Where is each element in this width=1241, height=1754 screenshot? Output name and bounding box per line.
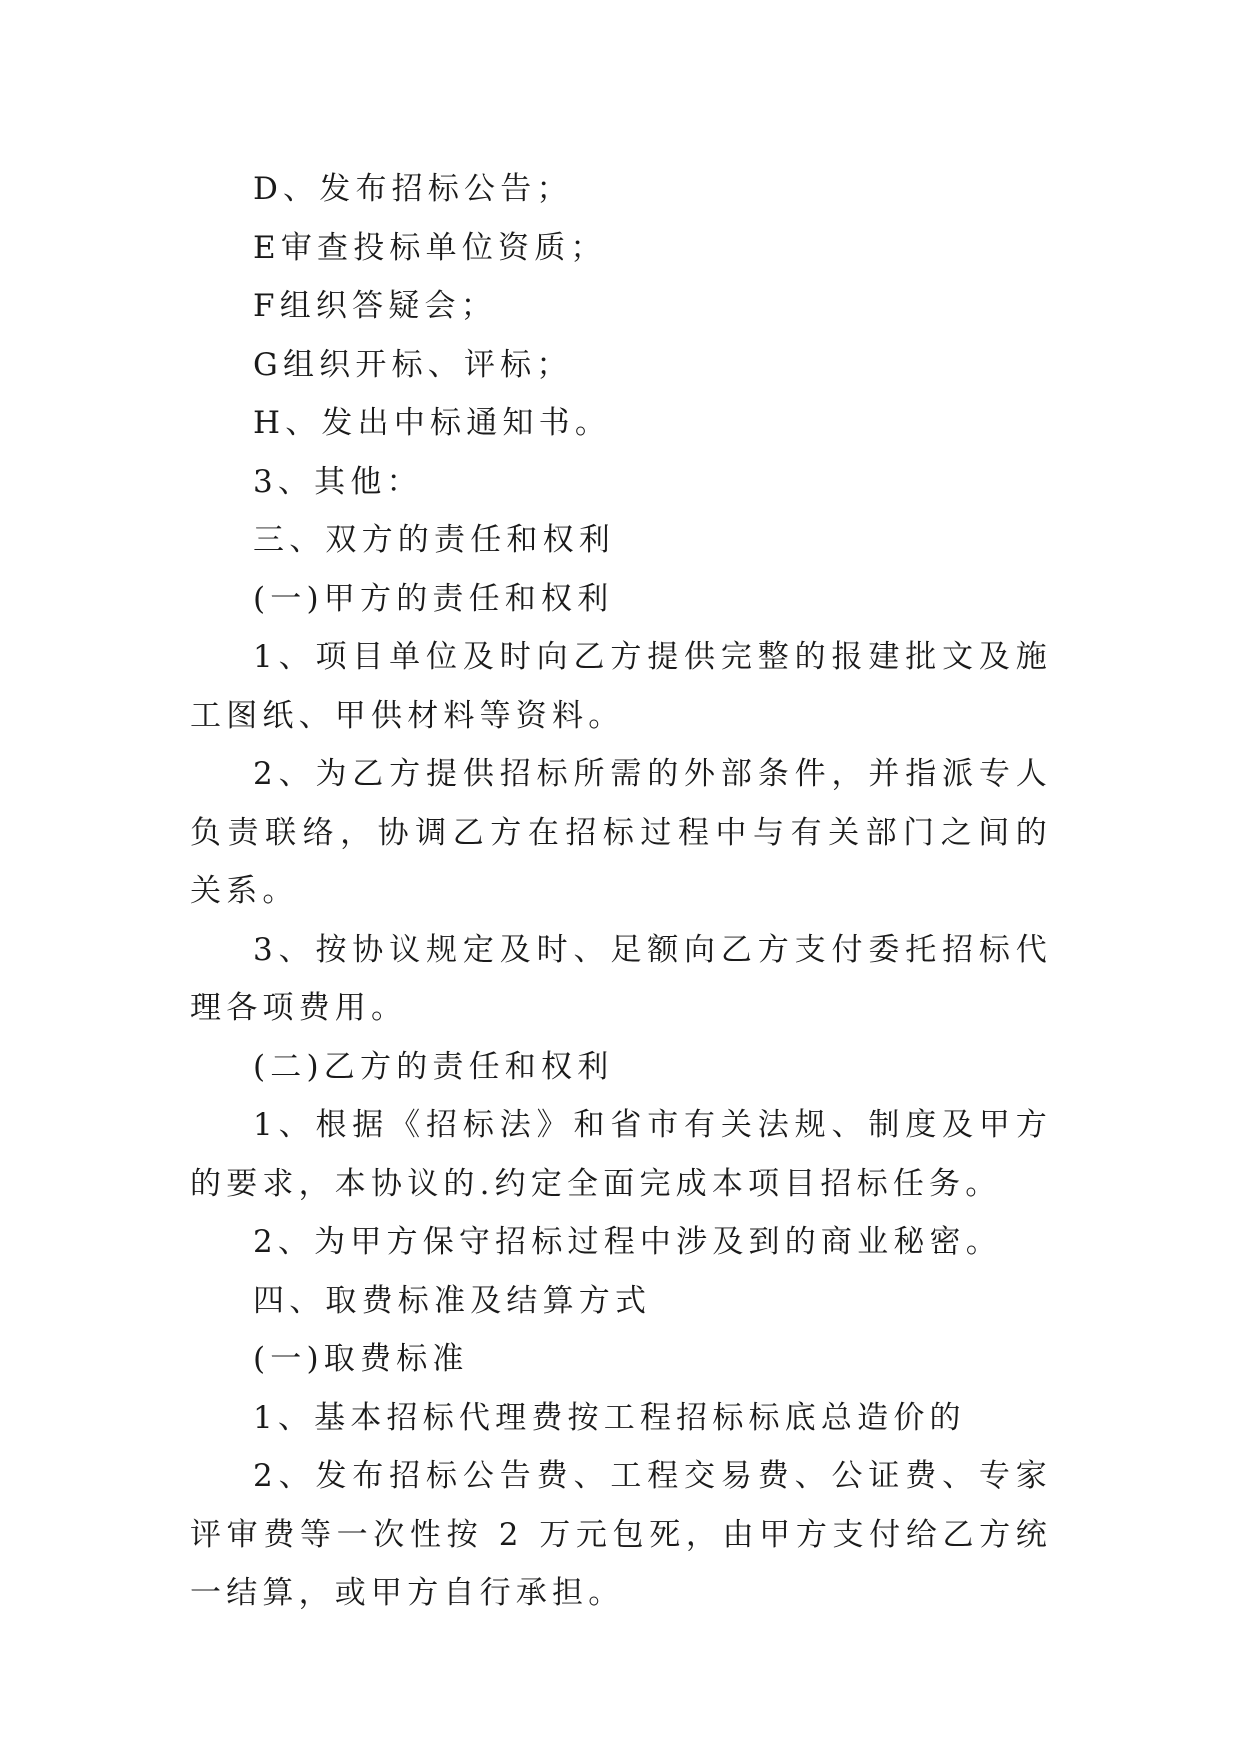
- section-heading-4: 四、取费标准及结算方式: [253, 1282, 652, 1319]
- list-item-f: F组织答疑会；: [253, 288, 497, 324]
- list-item-e: E审查投标单位资质；: [253, 229, 607, 266]
- section-heading-3: 三、双方的责任和权利: [253, 522, 615, 558]
- party-a-clause-3: 3、按协议规定及时、足额向乙方支付委托招标代理各项费用。: [190, 931, 1052, 1026]
- subsection-heading-party-b: (二)乙方的责任和权利: [253, 1048, 614, 1085]
- list-item-g: G组织开标、评标；: [253, 346, 573, 383]
- party-b-clause-1: 1、根据《招标法》和省市有关法规、制度及甲方的要求，本协议的.约定全面完成本项目招标任务。: [190, 1107, 1052, 1202]
- subsection-heading-party-a: (一)甲方的责任和权利: [253, 580, 614, 617]
- item-other: 3、其他：: [253, 463, 423, 500]
- party-a-clause-1: 1、项目单位及时向乙方提供完整的报建批文及施工图纸、甲供材料等资料。: [190, 639, 1052, 734]
- fee-clause-2: 2、发布招标公告费、工程交易费、公证费、专家评审费等一次性按 2 万元包死，由甲方支付给乙方统一结算，或甲方自行承担。: [190, 1458, 1052, 1611]
- party-a-clause-2: 2、为乙方提供招标所需的外部条件，并指派专人负责联络，协调乙方在招标过程中与有关部门之间的关系。: [190, 756, 1052, 909]
- document-body: [190, 160, 1052, 1623]
- list-item-h: H、发出中标通知书。: [253, 405, 612, 441]
- subsection-heading-fees: (一)取费标准: [253, 1341, 469, 1377]
- list-item-d: D、发布招标公告；: [253, 171, 573, 207]
- party-b-clause-2: 2、为甲方保守招标过程中涉及到的商业秘密。: [253, 1224, 1002, 1260]
- fee-clause-1: 1、基本招标代理费按工程招标标底总造价的: [253, 1399, 966, 1436]
